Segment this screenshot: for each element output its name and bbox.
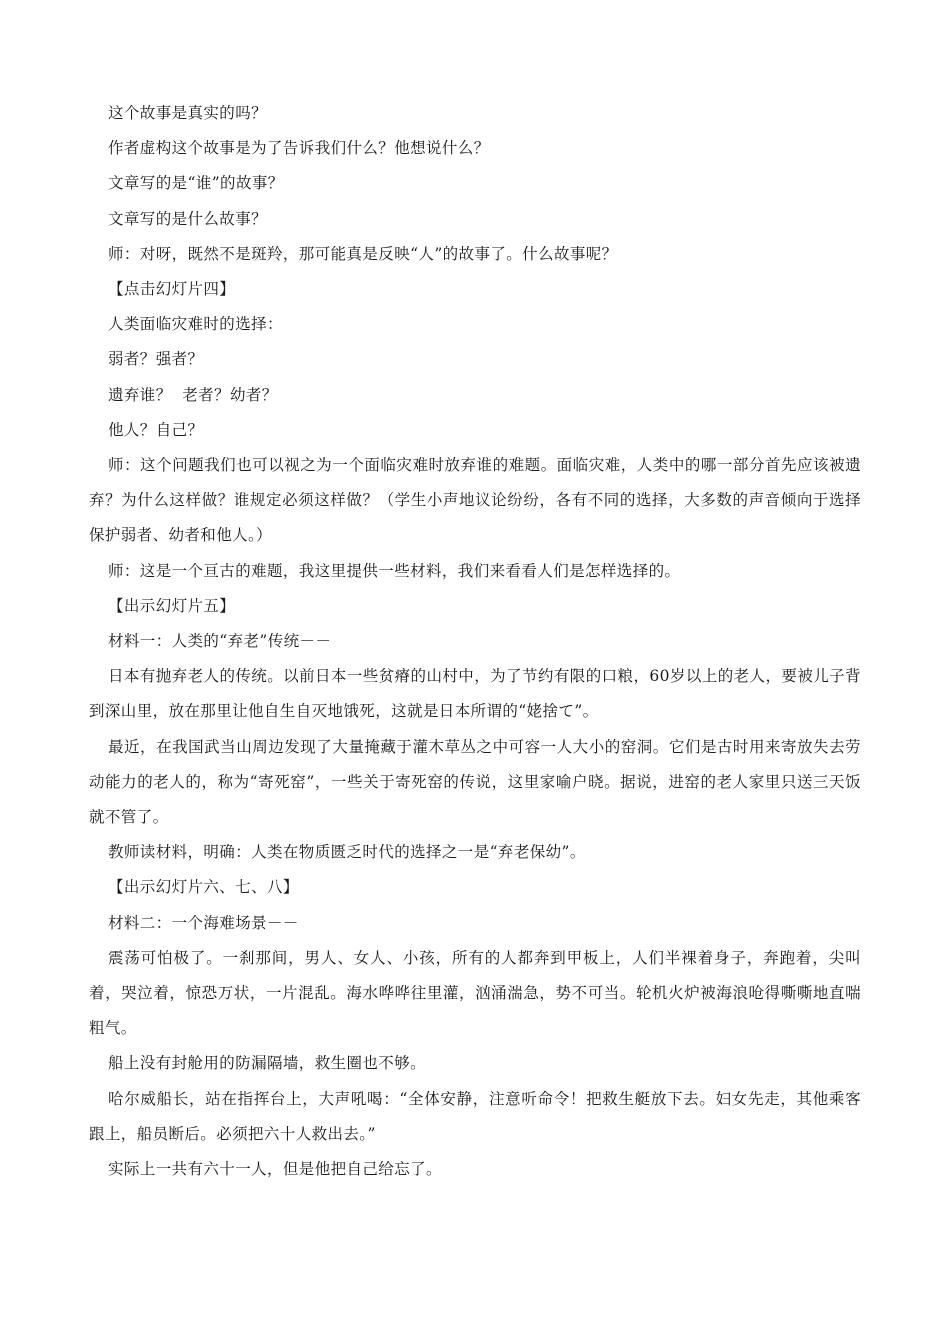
material-2-shipwreck: 震荡可怕极了。一刹那间，男人、女人、小孩，所有的人都奔到甲板上，人们半裸着身子，奔跑着，尖叫着，哭泣着，惊恐万状，一片混乱。海水哗哗往里灌，汹涌湍急，势不可当。轮机火炉被海浪呛得嘶嘶地直喘粗气。	[89, 948, 861, 1038]
question-author-purpose: 作者虚构这个故事是为了告诉我们什么？他想说什么？	[108, 139, 490, 158]
slide-marker-4: 【点击幻灯片四】	[108, 280, 236, 299]
material-2-no-bulkhead: 船上没有封舱用的防漏隔墙，救生圈也不够。	[108, 1054, 427, 1073]
slide-4-line-3: 他人？自己？	[108, 420, 204, 439]
material-2-title: 材料二：一个海难场景－－	[108, 913, 299, 932]
slide-marker-5: 【出示幻灯片五】	[108, 596, 236, 615]
question-whose-story: 文章写的是“谁”的故事？	[108, 174, 284, 193]
teacher-remark-2: 师：这个问题我们也可以视之为一个面临灾难时放弃谁的难题。面临灾难，人类中的哪一部分首先应该被遗弃？为什么这样做？谁规定必须这样做？（学生小声地议论纷纷，各有不同的选择，大多数的声音倾向于选择保护弱者、幼者和他人。）	[89, 456, 861, 545]
material-2-sixty-one: 实际上一共有六十一人，但是他把自己给忘了。	[108, 1160, 442, 1179]
slide-4-line-1: 弱者？强者？	[108, 350, 204, 369]
document-body	[89, 96, 861, 1187]
slide-marker-6-7-8: 【出示幻灯片六、七、八】	[108, 878, 299, 897]
slide-4-line-2: 遗弃谁？ 老者？幼者？	[108, 385, 278, 404]
material-1-wudang: 最近，在我国武当山周边发现了大量掩藏于灌木草丛之中可容一人大小的窑洞。它们是古时用来寄放失去劳动能力的老人的，称为“寄死窑”，一些关于寄死窑的传说，这里家喻户晓。据说，进窑的老人家里只送三天饭就不管了。	[89, 737, 861, 827]
question-what-story: 文章写的是什么故事？	[108, 209, 268, 228]
teacher-remark-3: 师：这是一个亘古的难题，我这里提供一些材料，我们来看看人们是怎样选择的。	[108, 561, 681, 580]
teacher-reads-material: 教师读材料，明确：人类在物质匮乏时代的选择之一是“弃老保幼”。	[108, 843, 586, 862]
slide-4-heading: 人类面临灾难时的选择：	[108, 315, 283, 334]
teacher-remark-1: 师：对呀，既然不是斑羚，那可能真是反映“人”的故事了。什么故事呢？	[108, 244, 618, 263]
material-1-title: 材料一：人类的“弃老”传统－－	[108, 632, 332, 651]
question-true-story: 这个故事是真实的吗？	[108, 104, 268, 122]
material-1-japan: 日本有抛弃老人的传统。以前日本一些贫瘠的山村中，为了节约有限的口粮，60岁以上的老人，要被儿子背到深山里，放在那里让他自生自灭地饿死，这就是日本所谓的“姥捨て”。	[89, 667, 861, 721]
material-2-captain-order: 哈尔威船长，站在指挥台上，大声吼喝：“全体安静，注意听命令！把救生艇放下去。妇女先走，其他乘客跟上，船员断后。必须把六十人救出去。”	[89, 1089, 861, 1143]
